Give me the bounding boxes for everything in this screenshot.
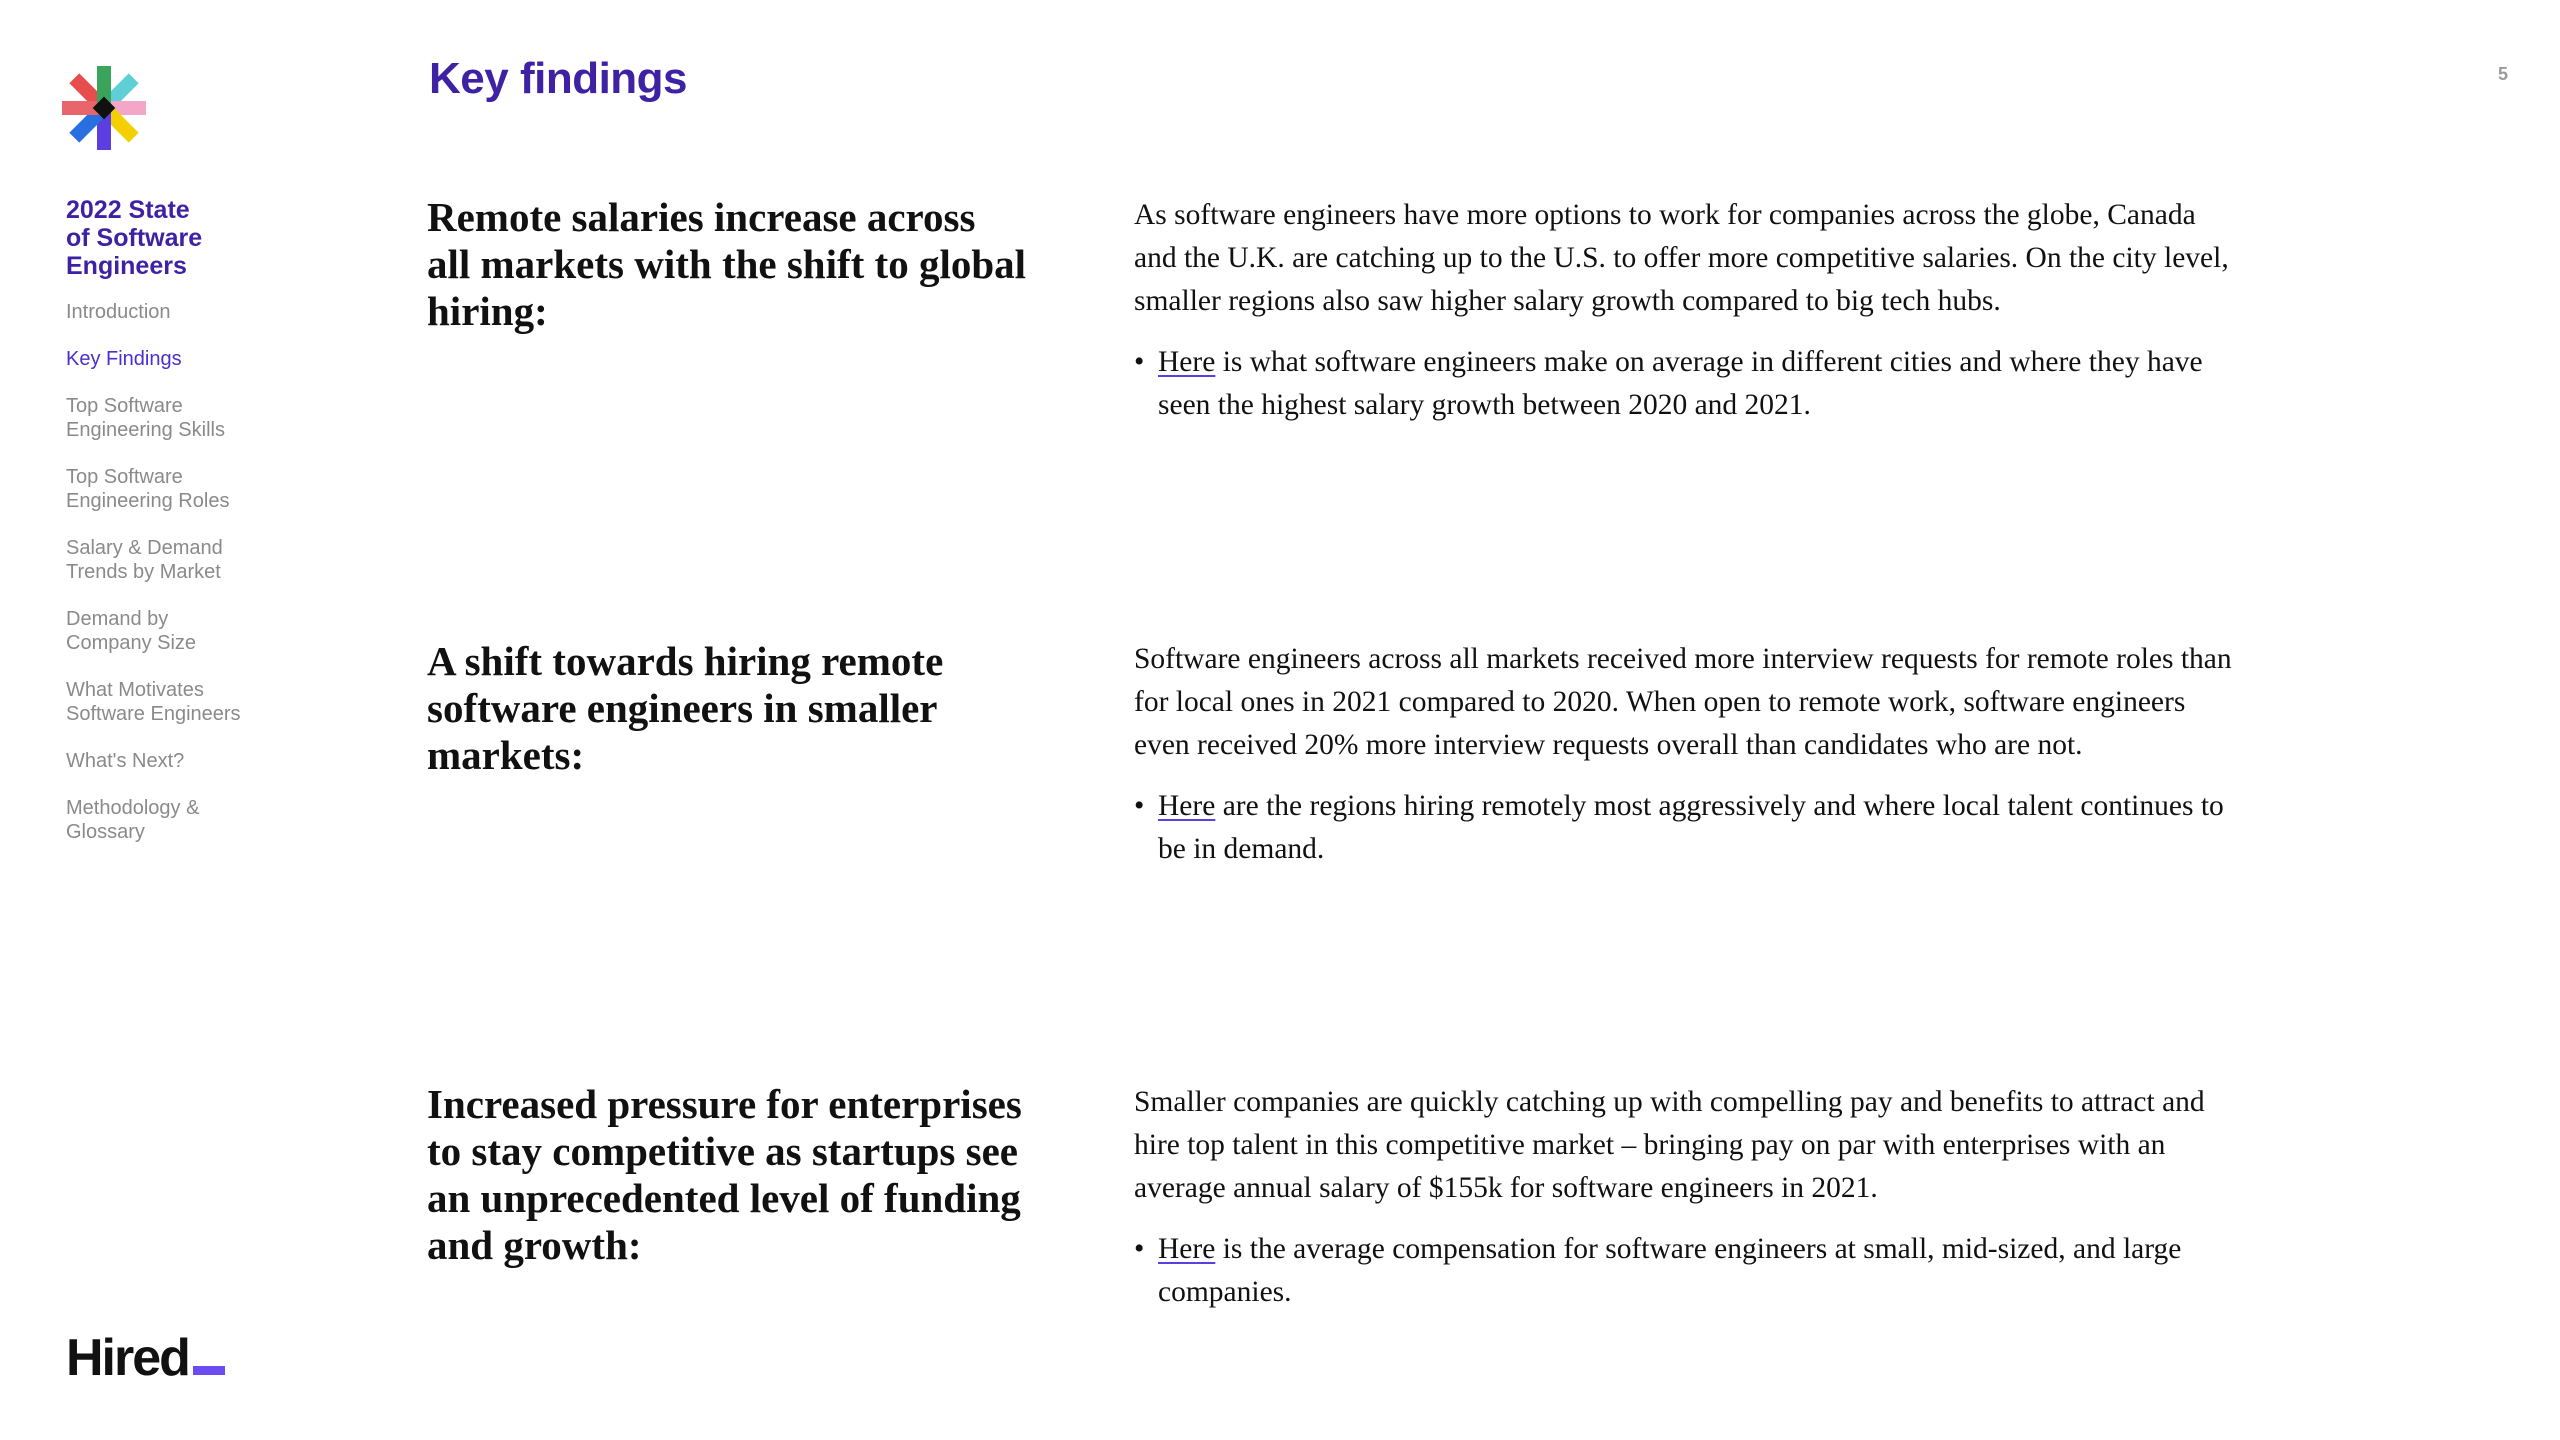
finding-bullet-text-2: are the regions hiring remotely most aggressively and where local talent continues to be in demand. [1158,790,2224,865]
finding-section-2 [1134,638,2234,871]
report-logo-icon [62,66,146,150]
finding-body-1: As software engineers have more options to work for companies across the globe, Canada and the U.K. are catching up to the U.S. to offer more competitive salaries. On the city level, smaller regions also saw higher salary growth compared to big tech hubs. [1134,199,2229,317]
sidebar-nav [66,196,306,867]
sidebar-item-top-skills[interactable]: Top Software Engineering Skills [66,395,225,441]
finding-bullet-1 [1134,341,2234,427]
here-link-1[interactable]: Here [1158,346,1216,378]
hired-logo-underscore-icon [193,1366,225,1375]
page-number: 5 [2497,64,2508,84]
sidebar-item-demand-company-size[interactable]: Demand by Company Size [66,608,197,654]
finding-body-3: Smaller companies are quickly catching up with compelling pay and benefits to attract and hire top talent in this competitive market – bringing pay on par with enterprises with an average annual salary of $155k for software engineers in 2021. [1134,1086,2205,1204]
hired-logo-text: Hired [66,1329,189,1387]
here-link-3[interactable]: Here [1158,1233,1216,1265]
here-link-2[interactable]: Here [1158,790,1216,822]
sidebar-item-motivations[interactable]: What Motivates Software Engineers [66,679,241,725]
finding-title-1: Remote salaries increase across all markets with the shift to global hiring: [427,194,1027,334]
finding-bullet-3 [1134,1228,2234,1314]
finding-bullet-text-3: is the average compensation for software engineers at small, mid-sized, and large companies. [1158,1233,2182,1308]
sidebar-item-introduction[interactable]: Introduction [66,301,171,323]
finding-bullet-text-1: is what software engineers make on average in different cities and where they have seen the highest salary growth between 2020 and 2021. [1158,346,2203,421]
finding-bullets-2 [1134,785,2234,871]
finding-section-1 [1134,194,2234,427]
report-title: 2022 State of Software Engineers [66,196,203,280]
finding-title-3: Increased pressure for enterprises to stay competitive as startups see an unprecedented level of funding and growth: [427,1081,1022,1268]
sidebar-item-key-findings[interactable]: Key Findings [66,348,182,370]
page-title: Key findings [429,54,688,103]
sidebar-item-methodology[interactable]: Methodology & Glossary [66,797,200,843]
finding-bullet-2 [1134,785,2234,871]
finding-section-3 [1134,1081,2234,1314]
sidebar-item-top-roles[interactable]: Top Software Engineering Roles [66,466,230,512]
finding-title-2: A shift towards hiring remote software engineers in smaller markets: [427,638,944,778]
sidebar-item-salary-demand[interactable]: Salary & Demand Trends by Market [66,537,223,583]
finding-bullets-3 [1134,1228,2234,1314]
sidebar-item-whats-next[interactable]: What's Next? [66,750,185,772]
finding-bullets-1 [1134,341,2234,427]
finding-body-2: Software engineers across all markets received more interview requests for remote roles than for local ones in 2021 compared to 2020. When open to remote work, software engineers even received 20% more interview requests overall than candidates who are not. [1134,643,2232,761]
hired-logo [66,1328,225,1388]
